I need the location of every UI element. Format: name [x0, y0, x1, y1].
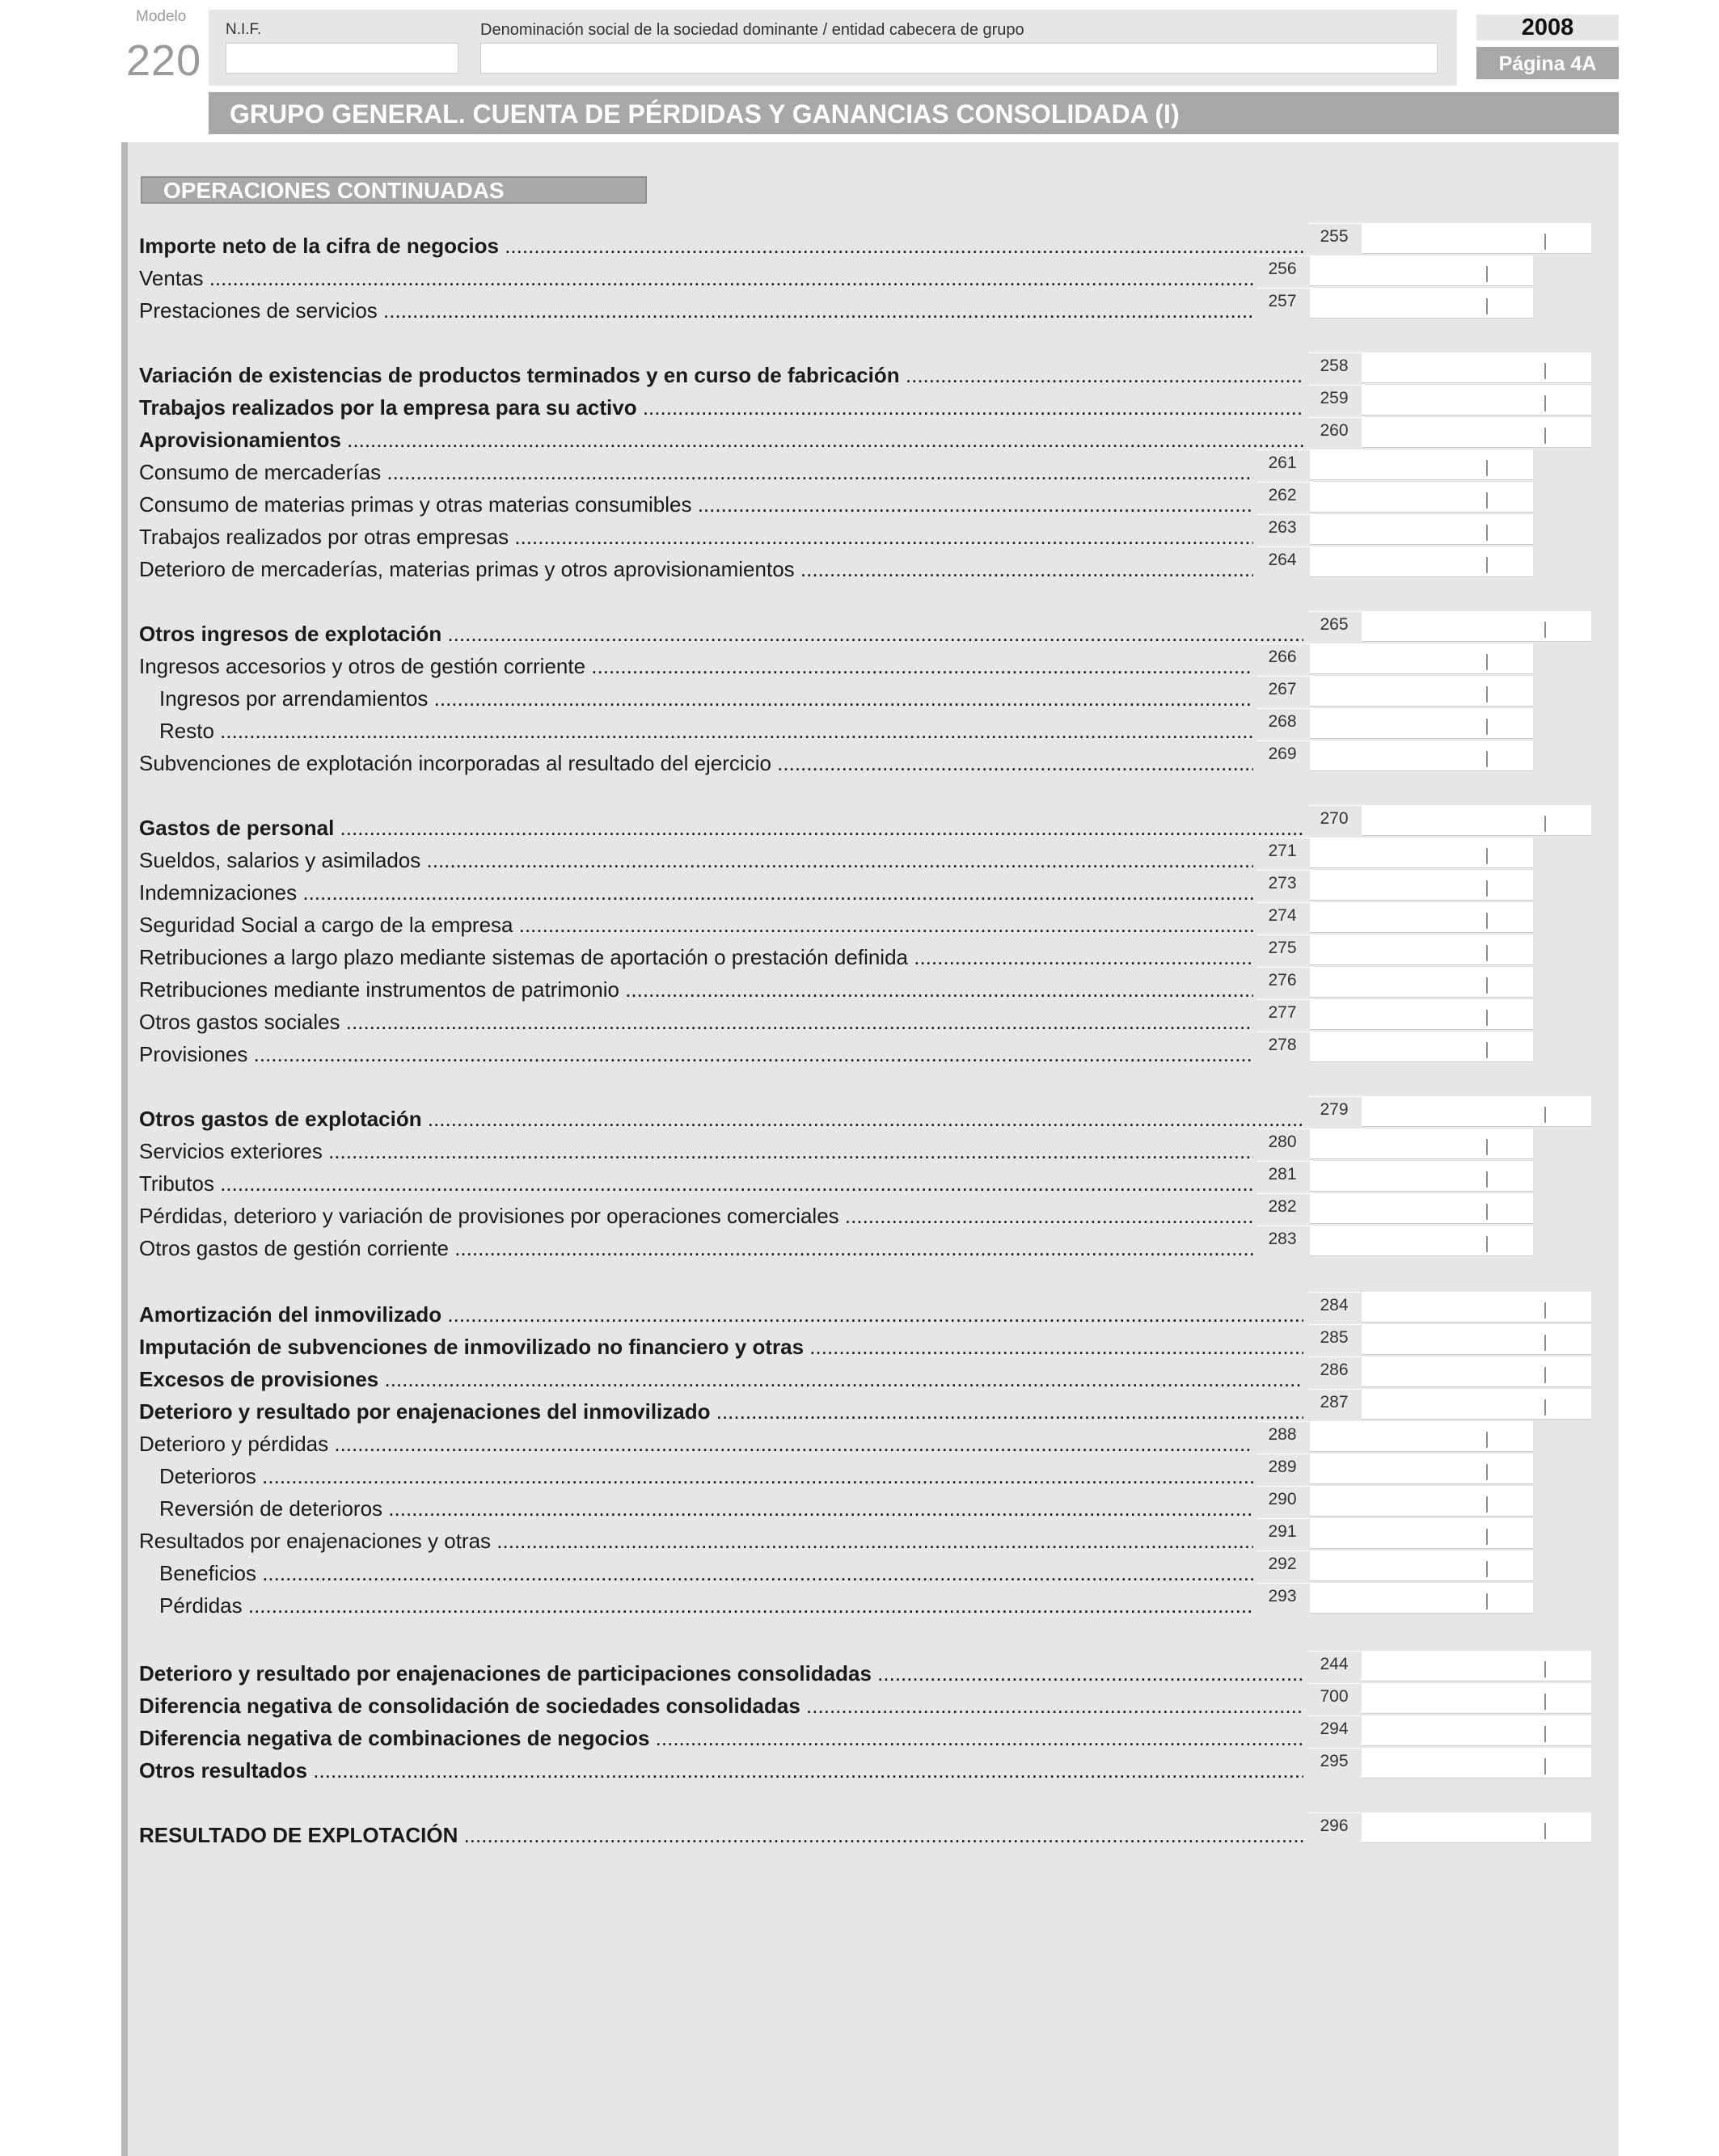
casilla-code-255: 255: [1308, 223, 1360, 254]
decimal-separator: [1544, 1367, 1546, 1383]
casilla-input-244[interactable]: [1362, 1651, 1591, 1681]
casilla-code-287: 287: [1308, 1389, 1360, 1420]
decimal-separator: [1486, 1432, 1488, 1448]
casilla-input-270[interactable]: [1362, 805, 1591, 836]
casilla-input-289[interactable]: [1310, 1454, 1533, 1484]
casilla-code-261: 261: [1257, 449, 1308, 480]
decimal-separator: [1544, 1823, 1546, 1839]
decimal-separator: [1544, 1302, 1546, 1318]
decimal-separator: [1486, 1010, 1488, 1026]
casilla-code-279: 279: [1308, 1096, 1360, 1127]
decimal-separator: [1544, 816, 1546, 832]
row-label-278: [139, 1041, 1253, 1067]
casilla-code-700: 700: [1308, 1683, 1360, 1714]
row-label-text: Importe neto de la cifra de negocios: [139, 234, 499, 258]
casilla-code-288: 288: [1257, 1421, 1308, 1452]
decimal-separator: [1486, 1529, 1488, 1545]
casilla-code-269: 269: [1257, 740, 1308, 771]
row-label-265: [139, 621, 1303, 647]
row-label-263: [139, 524, 1253, 550]
decimal-separator: [1544, 363, 1546, 379]
row-label-text: Excesos de provisiones: [139, 1367, 379, 1391]
row-label-text: Retribuciones mediante instrumentos de patrimonio: [139, 977, 619, 1002]
casilla-input-257[interactable]: [1310, 288, 1533, 319]
row-label-273: [139, 880, 1253, 905]
casilla-input-283[interactable]: [1310, 1226, 1533, 1256]
decimal-separator: [1486, 1139, 1488, 1155]
row-label-274: [139, 912, 1253, 938]
row-label-275: [139, 944, 1253, 970]
decimal-separator: [1486, 686, 1488, 702]
casilla-code-258: 258: [1308, 352, 1360, 383]
casilla-code-295: 295: [1308, 1748, 1360, 1778]
decimal-separator: [1486, 1464, 1488, 1480]
casilla-code-285: 285: [1308, 1324, 1360, 1355]
row-label-260: [139, 427, 1303, 453]
row-label-text: Subvenciones de explotación incorporadas al resultado del ejercicio: [139, 751, 771, 775]
casilla-code-290: 290: [1257, 1486, 1308, 1517]
decimal-separator: [1486, 492, 1488, 508]
row-label-244: [139, 1660, 1303, 1686]
casilla-code-280: 280: [1257, 1129, 1308, 1159]
decimal-separator: [1486, 557, 1488, 573]
decimal-separator: [1486, 266, 1488, 282]
row-label-text: Consumo de mercaderías: [139, 460, 382, 484]
denominacion-input[interactable]: [480, 43, 1438, 74]
casilla-input-279[interactable]: [1362, 1096, 1591, 1127]
casilla-code-264: 264: [1257, 546, 1308, 577]
casilla-input-295[interactable]: [1362, 1748, 1591, 1778]
casilla-code-270: 270: [1308, 805, 1360, 836]
casilla-code-260: 260: [1308, 417, 1360, 448]
row-label-283: [139, 1235, 1253, 1261]
casilla-input-290[interactable]: [1310, 1486, 1533, 1517]
casilla-input-259[interactable]: [1362, 385, 1591, 416]
row-label-text: Deterioro y pérdidas: [139, 1432, 329, 1456]
casilla-input-285[interactable]: [1362, 1324, 1591, 1355]
casilla-input-296[interactable]: [1362, 1812, 1591, 1843]
row-label-text: Retribuciones a largo plazo mediante sistemas de aportación o prestación definida: [139, 945, 909, 969]
row-label-text: Consumo de materias primas y otras materias consumibles: [139, 492, 692, 517]
casilla-input-280[interactable]: [1310, 1129, 1533, 1159]
casilla-input-274[interactable]: [1310, 902, 1533, 933]
section-header: OPERACIONES CONTINUADAS: [141, 176, 647, 204]
row-label-290: [159, 1496, 1253, 1521]
casilla-input-288[interactable]: [1310, 1421, 1533, 1452]
row-label-text: Ventas: [139, 266, 204, 290]
casilla-input-286[interactable]: [1362, 1356, 1591, 1387]
casilla-input-269[interactable]: [1310, 740, 1533, 771]
casilla-input-284[interactable]: [1362, 1292, 1591, 1323]
decimal-separator: [1486, 848, 1488, 864]
row-label-text: Pérdidas: [159, 1593, 243, 1618]
casilla-code-262: 262: [1257, 482, 1308, 513]
row-label-text: Resultados por enajenaciones y otras: [139, 1529, 492, 1553]
casilla-code-259: 259: [1308, 385, 1360, 416]
casilla-code-278: 278: [1257, 1032, 1308, 1062]
row-label-text: Gastos de personal: [139, 816, 335, 840]
row-label-text: RESULTADO DE EXPLOTACIÓN: [139, 1823, 458, 1847]
row-label-text: Resto: [159, 719, 214, 743]
casilla-input-700[interactable]: [1362, 1683, 1591, 1714]
decimal-separator: [1486, 1593, 1488, 1610]
row-label-text: Seguridad Social a cargo de la empresa: [139, 913, 513, 937]
row-label-295: [139, 1757, 1303, 1783]
casilla-code-293: 293: [1257, 1583, 1308, 1614]
row-label-text: Deterioro de mercaderías, materias primas y otros aprovisionamientos: [139, 557, 795, 581]
decimal-separator: [1544, 1726, 1546, 1742]
casilla-code-294: 294: [1308, 1715, 1360, 1746]
row-label-text: Otros resultados: [139, 1758, 308, 1783]
row-label-294: [139, 1725, 1303, 1751]
casilla-input-267[interactable]: [1310, 676, 1533, 707]
decimal-separator: [1486, 719, 1488, 735]
row-label-256: [139, 265, 1253, 291]
row-label-255: [139, 233, 1303, 259]
row-label-277: [139, 1009, 1253, 1035]
row-label-text: Prestaciones de servicios: [139, 298, 378, 323]
casilla-input-291[interactable]: [1310, 1518, 1533, 1549]
decimal-separator: [1544, 1399, 1546, 1416]
casilla-code-296: 296: [1308, 1812, 1360, 1843]
row-label-281: [139, 1171, 1253, 1196]
row-label-text: Otros gastos sociales: [139, 1010, 340, 1034]
casilla-code-256: 256: [1257, 255, 1308, 286]
decimal-separator: [1486, 1204, 1488, 1220]
denominacion-label: Denominación social de la sociedad dominante / entidad cabecera de grupo: [480, 21, 1024, 39]
casilla-input-262[interactable]: [1310, 482, 1533, 513]
casilla-input-261[interactable]: [1310, 449, 1533, 480]
row-label-text: Aprovisionamientos: [139, 428, 341, 452]
decimal-separator: [1486, 298, 1488, 314]
row-label-700: [139, 1693, 1303, 1719]
row-label-287: [139, 1399, 1303, 1424]
casilla-input-281[interactable]: [1310, 1161, 1533, 1192]
row-label-text: Beneficios: [159, 1561, 256, 1585]
row-label-296: [139, 1822, 1303, 1848]
row-label-269: [139, 750, 1253, 776]
decimal-separator: [1486, 751, 1488, 767]
row-label-text: Deterioros: [159, 1464, 256, 1488]
row-label-text: Diferencia negativa de consolidación de sociedades consolidadas: [139, 1694, 800, 1718]
row-label-267: [159, 686, 1253, 711]
row-label-text: Ingresos accesorios y otros de gestión corriente: [139, 654, 586, 678]
row-label-text: Indemnizaciones: [139, 880, 298, 905]
row-label-293: [159, 1593, 1253, 1618]
decimal-separator: [1486, 1561, 1488, 1577]
row-label-text: Otros gastos de gestión corriente: [139, 1236, 449, 1260]
casilla-code-273: 273: [1257, 870, 1308, 901]
casilla-input-277[interactable]: [1310, 999, 1533, 1030]
nif-input[interactable]: [226, 43, 458, 74]
nif-label: N.I.F.: [226, 21, 262, 38]
casilla-input-292[interactable]: [1310, 1551, 1533, 1581]
casilla-code-291: 291: [1257, 1518, 1308, 1549]
casilla-code-265: 265: [1308, 611, 1360, 642]
decimal-separator: [1486, 945, 1488, 961]
casilla-input-266[interactable]: [1310, 643, 1533, 674]
row-label-282: [139, 1203, 1253, 1229]
modelo-label: Modelo: [136, 8, 187, 25]
decimal-separator: [1486, 1171, 1488, 1188]
row-label-291: [139, 1528, 1253, 1554]
row-label-261: [139, 459, 1253, 485]
casilla-input-278[interactable]: [1310, 1032, 1533, 1062]
row-label-text: Trabajos realizados por otras empresas: [139, 525, 509, 549]
row-label-text: Otros gastos de explotación: [139, 1107, 422, 1131]
casilla-input-275[interactable]: [1310, 935, 1533, 965]
casilla-code-282: 282: [1257, 1193, 1308, 1224]
row-label-text: Otros ingresos de explotación: [139, 622, 442, 646]
row-label-text: Provisiones: [139, 1042, 248, 1066]
casilla-input-255[interactable]: [1362, 223, 1591, 254]
decimal-separator: [1486, 1042, 1488, 1058]
decimal-separator: [1486, 977, 1488, 994]
row-label-276: [139, 977, 1253, 1002]
row-label-text: Trabajos realizados por la empresa para su activo: [139, 395, 637, 420]
casilla-input-264[interactable]: [1310, 546, 1533, 577]
row-label-286: [139, 1366, 1303, 1392]
row-label-266: [139, 653, 1253, 679]
decimal-separator: [1486, 1496, 1488, 1513]
casilla-input-293[interactable]: [1310, 1583, 1533, 1614]
decimal-separator: [1544, 234, 1546, 250]
row-label-text: Reversión de deterioros: [159, 1496, 383, 1521]
decimal-separator: [1544, 1694, 1546, 1710]
casilla-input-273[interactable]: [1310, 870, 1533, 901]
modelo-number: 220: [126, 36, 202, 85]
casilla-code-275: 275: [1257, 935, 1308, 965]
row-label-text: Diferencia negativa de combinaciones de negocios: [139, 1726, 650, 1750]
decimal-separator: [1486, 880, 1488, 897]
row-label-259: [139, 394, 1303, 420]
decimal-separator: [1544, 1758, 1546, 1774]
row-label-285: [139, 1334, 1303, 1360]
casilla-input-263[interactable]: [1310, 514, 1533, 545]
row-label-text: Deterioro y resultado por enajenaciones de participaciones consolidadas: [139, 1661, 872, 1686]
casilla-code-284: 284: [1308, 1292, 1360, 1323]
casilla-code-267: 267: [1257, 676, 1308, 707]
decimal-separator: [1486, 654, 1488, 670]
page-badge: Página 4A: [1476, 47, 1619, 79]
row-label-text: Ingresos por arrendamientos: [159, 686, 429, 711]
casilla-input-287[interactable]: [1362, 1389, 1591, 1420]
row-label-292: [159, 1560, 1253, 1586]
row-label-268: [159, 718, 1253, 744]
casilla-code-289: 289: [1257, 1454, 1308, 1484]
row-label-280: [139, 1138, 1253, 1164]
row-label-text: Tributos: [139, 1171, 214, 1196]
decimal-separator: [1544, 428, 1546, 444]
row-label-text: Imputación de subvenciones de inmovilizado no financiero y otras: [139, 1335, 805, 1359]
casilla-input-260[interactable]: [1362, 417, 1591, 448]
decimal-separator: [1486, 1236, 1488, 1252]
casilla-code-274: 274: [1257, 902, 1308, 933]
casilla-input-258[interactable]: [1362, 352, 1591, 383]
casilla-code-276: 276: [1257, 967, 1308, 998]
casilla-input-265[interactable]: [1362, 611, 1591, 642]
row-label-text: Deterioro y resultado por enajenaciones del inmovilizado: [139, 1399, 711, 1424]
casilla-code-268: 268: [1257, 708, 1308, 739]
row-label-text: Variación de existencias de productos terminados y en curso de fabricación: [139, 363, 900, 387]
casilla-code-244: 244: [1308, 1651, 1360, 1681]
decimal-separator: [1544, 1107, 1546, 1123]
row-label-264: [139, 556, 1253, 582]
page-title: GRUPO GENERAL. CUENTA DE PÉRDIDAS Y GANANCIAS CONSOLIDADA (I): [209, 92, 1619, 134]
row-label-288: [139, 1431, 1253, 1457]
casilla-code-266: 266: [1257, 643, 1308, 674]
casilla-input-271[interactable]: [1310, 838, 1533, 868]
casilla-input-256[interactable]: [1310, 255, 1533, 286]
decimal-separator: [1486, 525, 1488, 541]
row-label-text: Servicios exteriores: [139, 1139, 323, 1163]
row-label-289: [159, 1463, 1253, 1489]
decimal-separator: [1544, 622, 1546, 638]
casilla-code-281: 281: [1257, 1161, 1308, 1192]
decimal-separator: [1544, 1335, 1546, 1351]
row-label-284: [139, 1302, 1303, 1327]
row-label-text: Sueldos, salarios y asimilados: [139, 848, 421, 872]
casilla-code-292: 292: [1257, 1551, 1308, 1581]
decimal-separator: [1486, 913, 1488, 929]
casilla-code-271: 271: [1257, 838, 1308, 868]
casilla-input-268[interactable]: [1310, 708, 1533, 739]
casilla-code-277: 277: [1257, 999, 1308, 1030]
row-label-257: [139, 297, 1253, 323]
year-badge: 2008: [1476, 15, 1619, 40]
decimal-separator: [1486, 460, 1488, 476]
decimal-separator: [1544, 395, 1546, 411]
casilla-input-282[interactable]: [1310, 1193, 1533, 1224]
row-label-271: [139, 847, 1253, 873]
row-label-262: [139, 492, 1253, 517]
row-label-270: [139, 815, 1303, 841]
row-label-258: [139, 362, 1303, 388]
decimal-separator: [1544, 1661, 1546, 1677]
row-label-text: Amortización del inmovilizado: [139, 1302, 442, 1327]
row-label-text: Pérdidas, deterioro y variación de provisiones por operaciones comerciales: [139, 1204, 839, 1228]
casilla-code-286: 286: [1308, 1356, 1360, 1387]
row-label-279: [139, 1106, 1303, 1132]
casilla-code-257: 257: [1257, 288, 1308, 319]
casilla-input-276[interactable]: [1310, 967, 1533, 998]
casilla-input-294[interactable]: [1362, 1715, 1591, 1746]
casilla-code-283: 283: [1257, 1226, 1308, 1256]
casilla-code-263: 263: [1257, 514, 1308, 545]
